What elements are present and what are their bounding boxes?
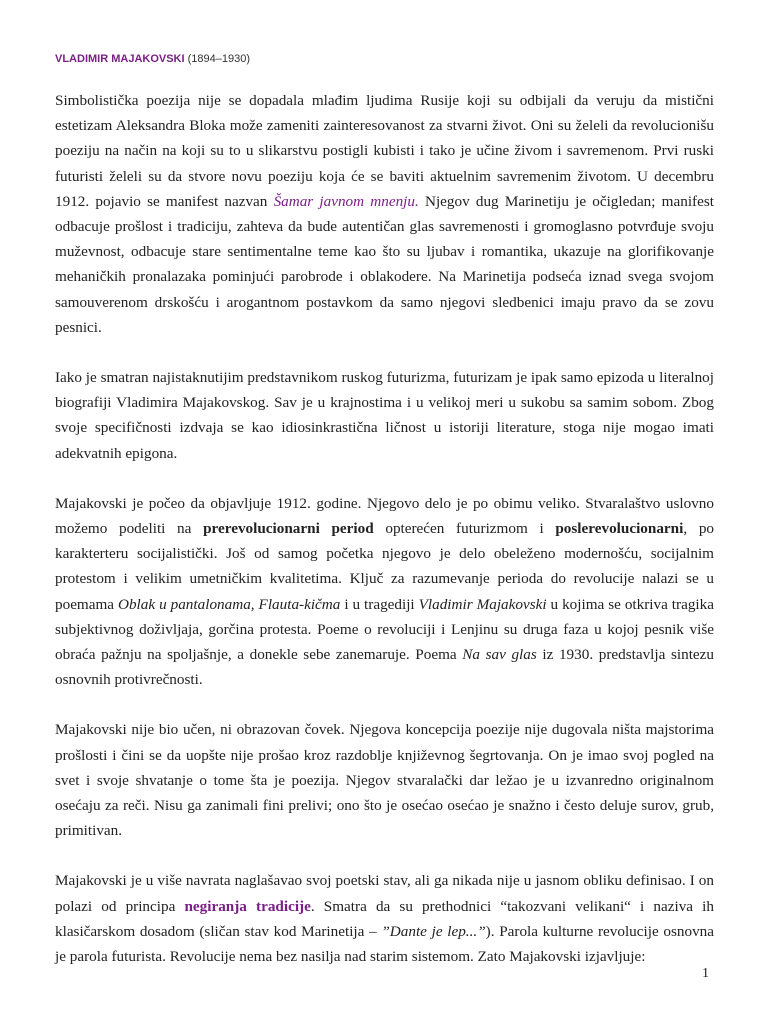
negation-of-tradition: negiranja tradicije	[184, 897, 311, 915]
paragraph-3-text-c: , po karakterteru socijalistički. Još od samog početka njegovo je delo obeleženo modernošću, socijalnim protestom i velikim umetničkim kvalitetima. Ključ za razumevanje perioda do revolucije nalazi se u poemama	[55, 520, 715, 613]
paragraph-3-text-d: i u tragediji	[340, 595, 419, 613]
paragraph-5-text-a: Majakovski je u više navrata naglašavao svoj poetski stav, ali ga nikada nije u jasnom obliku definisao. I on polazi od principa	[55, 872, 714, 915]
postrevolutionary-period: poslerevolucionarni	[555, 520, 684, 538]
paragraph-1	[55, 88, 714, 340]
prerevolutionary-period: prerevolucionarni period	[203, 520, 374, 538]
paragraph-1-text-a: Simbolistička poezija nije se dopadala mlađim ljudima Rusije koji su odbijali da veruju da mistični estetizam Aleksandra Bloka može zameniti zainteresovanost za stvarni život. Oni su želeli da revolucionišu poeziju na način na koji su to u slikarstvu postigli kubisti i tako je učine živom i savremenom. Prvi ruski futuristi želeli su da stvore novu poeziju koja će se baviti aktuelnim savremenim životom. U decembru 1912. pojavio se manifest nazvan	[55, 92, 714, 210]
paragraph-3-text-b: opterećen futurizmom i	[373, 520, 556, 538]
manifesto-title: Šamar javnom mnenju.	[273, 192, 419, 210]
dante-quote: ”Dante je lep...”	[381, 922, 486, 940]
paragraph-5-text-b: . Smatra da su prethodnici “takozvani velikani“ i naziva ih klasičarskom dosadom (sličan stav kod Marinetija –	[55, 897, 714, 940]
paragraph-3-text-a: Majakovski je počeo da objavljuje 1912. godine. Njegovo delo je po obimu veliko. Stvaralaštvo uslovno možemo podeliti na	[55, 494, 714, 538]
paragraph-5-text-c: ). Parola kulturne revolucije osnovna je parola futurista. Revolucije nema bez nasilja nad starim sistemom. Zato Majakovski izjavljuje:	[55, 922, 715, 966]
paragraph-3-text-f: iz 1930. predstavlja sintezu osnovnih protivrečnosti.	[55, 646, 714, 689]
author-name: VLADIMIR MAJAKOVSKI	[55, 53, 185, 65]
author-dates: (1894–1930)	[184, 53, 251, 65]
poem-titles: Oblak u pantalonama, Flauta-kičma	[118, 595, 341, 613]
document-page	[55, 0, 714, 969]
paragraph-5	[55, 868, 714, 969]
paragraph-3-text-e: u kojima se otkriva tragika subjektivnog doživljaja, gorčina protesta. Poeme o revoluciji i Lenjinu su druga faza u kojoj pesnik više obraća pažnju na spoljašnje, a donekle sebe zanemaruje. Poema	[55, 595, 714, 664]
author-heading	[55, 52, 714, 66]
paragraph-3	[55, 491, 714, 693]
paragraph-2: Iako je smatran najistaknutijim predstavnikom ruskog futurizma, futurizam je ipak samo epizoda u literalnoj biografiji Vladimira Majakovskog. Sav je u krajnostima i u velikoj meri u sukobu sa samim sobom. Zbog svoje specifičnosti izdvaja se kao idiosinkrastična ličnost u istoriji literature, stoga nije mogao imati adekvatnih epigona.	[55, 369, 714, 462]
paragraph-1-text-b: Njegov dug Marinetiju je očigledan; manifest odbacuje prošlost i tradiciju, zahteva da bude autentičan glas savremenosti i gromoglasno potvrđuje svoju muževnost, odbacuje stare sentimentalne teme kao što su ljubav i romantika, ukazuje na glorifikovanje mehaničkih pronalazaka pominjući parobrode i oblakodere. Na Marinetija podseća iznad svega svojom samouverenom drskošću i arogantnom postavkom da samo njegovi sledbenici imaju pravo da se zovu pesnici.	[55, 192, 714, 336]
tragedy-title: Vladimir Majakovski	[418, 595, 547, 613]
page-number: 1	[702, 966, 709, 981]
paragraph-4: Majakovski nije bio učen, ni obrazovan čovek. Njegova koncepcija poezije nije dugovala ništa majstorima prošlosti i čini se da uopšte nije prošao kroz razdoblje književnog šegrtovanja. On je imao svoj pogled na svet i svoje shvatanje o tome šta je poezija. Njegov stvaralački dar ležao je u izvanredno originalnom osećaju za reči. Nisu ga zanimali fini prelivi; ono što je osećao osećao je snažno i često deluje surov, grub, primitivan.	[55, 721, 714, 840]
poem-title-na-sav-glas: Na sav glas	[462, 646, 537, 664]
